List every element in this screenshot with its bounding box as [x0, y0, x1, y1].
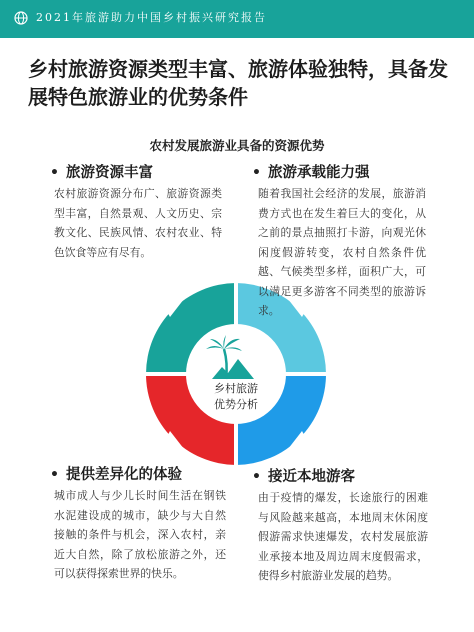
section-body-local: 由于疫情的爆发，长途旅行的困难与风险越来越高，本地周末休闲度假游需求快速爆发，农村发展旅游业承接本地及周边周末度假需求，使得乡村旅游业发展的趋势。: [258, 491, 428, 582]
section-heading-resources: 旅游资源丰富: [66, 165, 153, 181]
globe-logo-icon: [14, 11, 28, 25]
page-title-line2: 展特色旅游业的优势条件: [28, 85, 248, 109]
diagram-center-line1: 乡村旅游: [214, 382, 258, 395]
page-subtitle: 农村发展旅游业具备的资源优势: [149, 138, 325, 153]
bullet-top-left: •: [50, 165, 59, 181]
section-heading-experience: 提供差异化的体验: [66, 467, 182, 483]
bullet-top-right: •: [252, 165, 261, 181]
bullet-bottom-right: •: [252, 469, 261, 485]
section-heading-local: 接近本地游客: [268, 469, 355, 485]
section-body-resources: 农村旅游资源分布广、旅游资源类型丰富，自然景观、人文历史、宗教文化、民族风情、农村农业、特色饮食等应有尽有。: [54, 187, 222, 259]
bullet-bottom-left: •: [50, 467, 59, 483]
report-header-bar: [0, 0, 474, 38]
section-body-capacity: 随着我国社会经济的发展，旅游消费方式也在发生着巨大的变化，从之前的景点抽照打卡游，向观光休闲度假游转变，农村自然条件优越、气候类型多样，面积广大，可以满足更多游客不同类型的旅游诉求。: [258, 187, 426, 317]
page-title: [28, 55, 448, 111]
section-heading-capacity: 旅游承载能力强: [268, 165, 370, 181]
page-title-line1: 乡村旅游资源类型丰富、旅游体验独特，具备发: [28, 57, 448, 81]
diagram-center-label: [176, 381, 296, 413]
section-body-experience: 城市成人与少儿长时间生活在钢铁水泥建设成的城市，缺少与大自然接触的条件与机会，深入农村，亲近大自然，除了放松旅游之外，还可以获得探索世界的快乐。: [54, 489, 226, 580]
report-header-text: 2021年旅游助力中国乡村振兴研究报告: [36, 11, 267, 24]
diagram-center-line2: 优势分析: [214, 398, 258, 411]
